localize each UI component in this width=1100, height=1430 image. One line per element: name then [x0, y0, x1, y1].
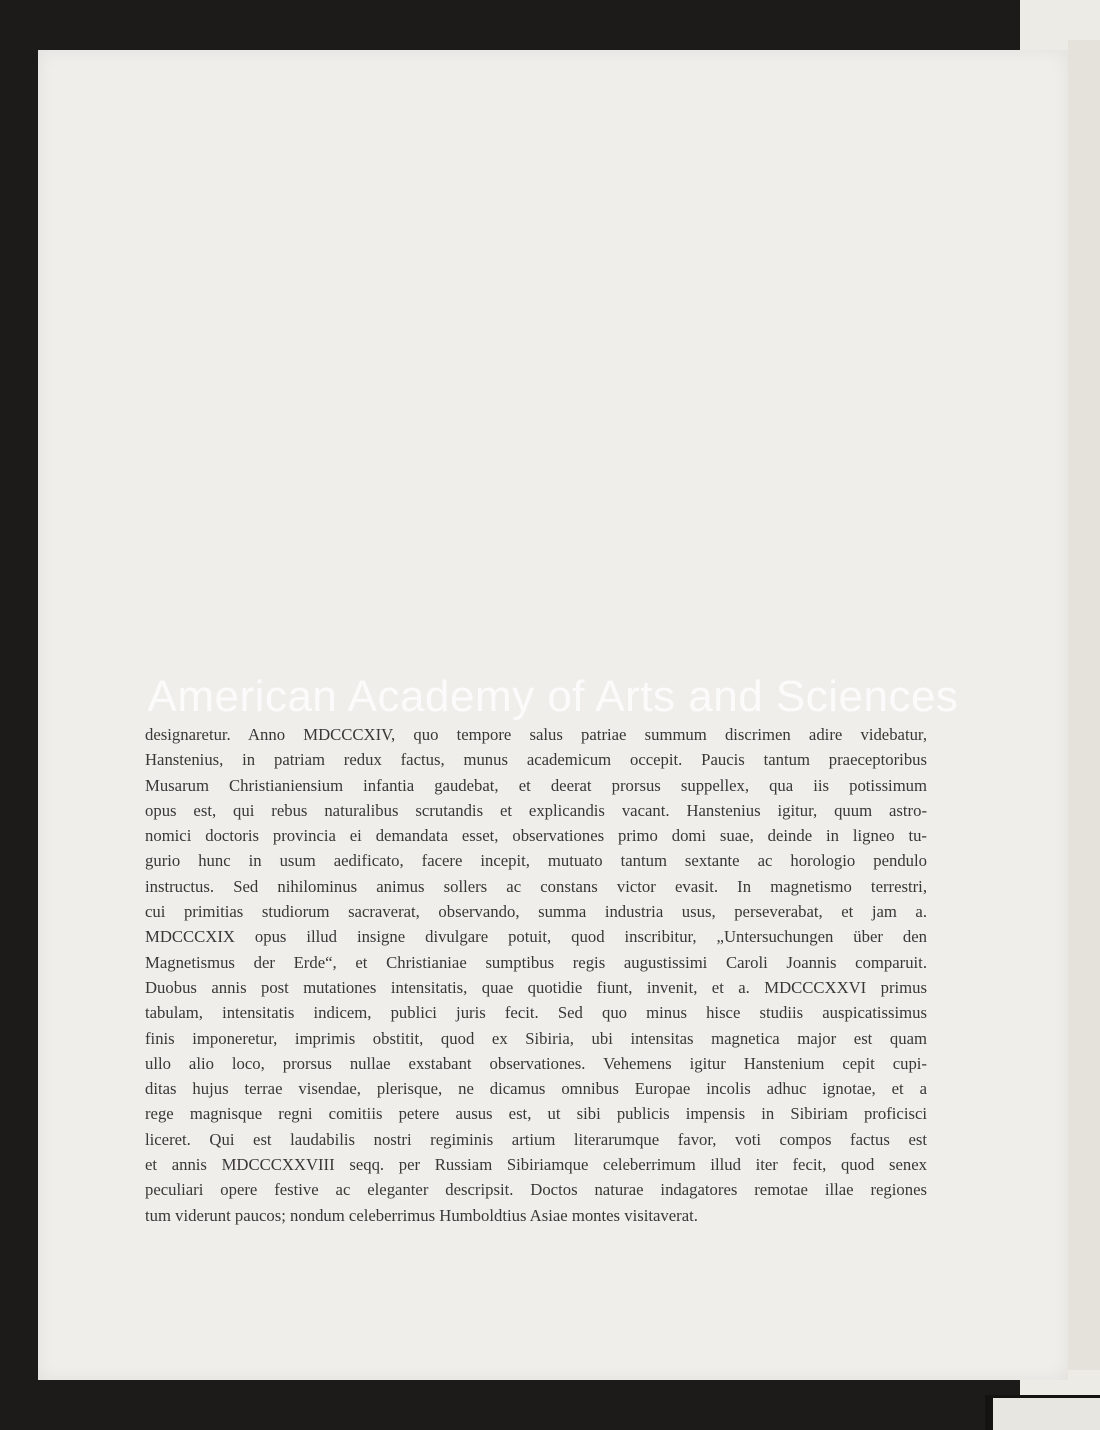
text-line: liceret. Qui est laudabilis nostri regiminis artium literarumque favor, voti compos factus est [145, 1129, 927, 1149]
adjacent-page-corner [993, 1398, 1100, 1430]
text-line: instructus. Sed nihilominus animus sollers ac constans victor evasit. In magnetismo terrestri, [145, 876, 927, 896]
text-line: designaretur. Anno MDCCCXIV, quo tempore salus patriae summum discrimen adire videbatur, [145, 725, 927, 744]
text-line: MDCCCXIX opus illud insigne divulgare potuit, quod inscribitur, „Untersuchungen über den [145, 927, 927, 947]
text-line: ditas hujus terrae visendae, plerisque, ne dicamus omnibus Europae incolis adhuc ignotae, et a [145, 1079, 927, 1099]
text-line: finis imponeretur, imprimis obstitit, quod ex Sibiria, ubi intensitas magnetica major est quam [145, 1028, 927, 1048]
text-line: opus est, qui rebus naturalibus scrutandis et explicandis vacant. Hanstenius igitur, quum astro- [145, 800, 927, 820]
text-line: rege magnisque regni comitiis petere ausus est, ut sibi publicis impensis in Sibiriam proficisci [145, 1104, 927, 1124]
text-line: cui primitias studiorum sacraverat, observando, summa industria usus, perseverabat, et jam a. [145, 902, 927, 922]
text-line: ullo alio loco, prorsus nullae exstabant observationes. Vehemens igitur Hanstenium cepit cupi- [145, 1053, 927, 1073]
text-line: Hanstenius, in patriam redux factus, munus academicum occepit. Paucis tantum praeceptoribus [145, 750, 927, 770]
text-line: tabulam, intensitatis indicem, publici juris fecit. Sed quo minus hisce studiis auspicatissimus [145, 1003, 927, 1023]
text-line: et annis MDCCCXXVIII seqq. per Russiam Sibiriamque celeberrimum illud iter fecit, quod senex [145, 1155, 927, 1175]
text-line: tum viderunt paucos; nondum celeberrimus Humboldtius Asiae montes visitaverat. [145, 1205, 698, 1225]
text-line: Musarum Christianiensium infantia gaudebat, et deerat prorsus suppellex, qua iis potissimum [145, 775, 927, 795]
watermark: American Academy of Arts and Sciences [147, 672, 959, 721]
adjacent-page-strip [1068, 40, 1100, 1370]
text-line: gurio hunc in usum aedificato, facere incepit, mutuato tantum sextante ac horologio pendulo [145, 851, 927, 871]
text-line: peculiari opere festive ac eleganter descripsit. Doctos naturae indagatores remotae illae regiones [145, 1180, 927, 1200]
text-line: Magnetismus der Erde“, et Christianiae sumptibus regis augustissimi Caroli Joannis comparuit. [145, 952, 927, 972]
text-line: Duobus annis post mutationes intensitatis, quae quotidie fiunt, invenit, et a. MDCCCXXVI primus [145, 977, 927, 997]
body-text [145, 722, 927, 1228]
text-line: nomici doctoris provincia ei demandata esset, observationes primo domi suae, deinde in ligneo tu- [145, 826, 927, 846]
